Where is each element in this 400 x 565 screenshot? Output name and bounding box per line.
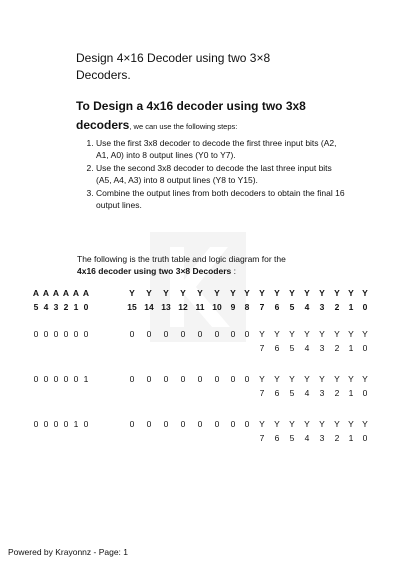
table-cell: Y [334,419,340,429]
page-footer: Powered by Krayonnz - Page: 1 [8,547,129,557]
table-cell: Y [259,419,265,429]
table-cell: 3 [53,302,59,312]
table-cell: 2 [334,388,340,398]
table-cell: 0 [230,419,236,429]
table-cell: 7 [259,388,265,398]
table-cell: 1 [348,302,354,312]
table-cell: 2 [334,343,340,353]
table-cell: 2 [334,433,340,443]
table-cell: 4 [304,302,310,312]
table-header-row [34,288,374,300]
table-cell: 6 [274,343,280,353]
section-heading-rest: , we can use the following steps: [129,122,238,131]
table-row [34,374,374,386]
table-cell: Y [348,329,354,339]
table-cell: Y [289,288,295,298]
table-cell: Y [163,288,169,298]
table-cell: 6 [274,302,280,312]
table-cell: 1 [348,343,354,353]
table-cell: 0 [214,329,220,339]
table-cell: 7 [259,302,265,312]
table-cell: 0 [163,374,169,384]
table-cell: 0 [362,388,368,398]
table-cell: Y [289,329,295,339]
table-cell: 3 [319,433,325,443]
table-cell: Y [259,374,265,384]
table-cell: 12 [178,302,188,312]
table-cell: A [72,288,80,298]
table-cell: 2 [63,302,69,312]
section-heading-b: decoders [76,118,130,132]
table-cell: A [32,288,40,298]
table-cell: 0 [63,329,69,339]
table-row-subscript [34,343,374,355]
title-line-1: Design 4×16 Decoder using two 3×8 [76,51,271,65]
table-cell: Y [319,374,325,384]
table-cell: 1 [73,419,79,429]
table-cell: Y [289,374,295,384]
table-cell: 8 [244,302,250,312]
table-cell: Y [214,288,220,298]
table-cell: Y [362,374,368,384]
table-cell: 0 [146,374,152,384]
table-cell: 5 [289,302,295,312]
table-cell: 0 [214,419,220,429]
table-cell: 0 [129,419,135,429]
table-cell: 0 [362,433,368,443]
table-cell: 0 [43,419,49,429]
table-cell: 5 [33,302,39,312]
table-cell: 0 [83,302,89,312]
table-cell: 0 [244,374,250,384]
step-item: 1. Use the first 3x8 decoder to decode the first three input bits (A2, A1, A0) into 8 output lines (Y0 to Y7). [96,137,346,161]
table-cell: A [42,288,50,298]
table-cell: A [62,288,70,298]
table-cell: 10 [212,302,222,312]
table-cell: 0 [180,329,186,339]
table-cell: Y [244,288,250,298]
table-cell: 1 [73,302,79,312]
table-cell: Y [304,419,310,429]
table-cell: 0 [180,374,186,384]
table-cell: 0 [362,343,368,353]
table-cell: 4 [304,388,310,398]
table-cell: 0 [230,374,236,384]
intro-bold: 4x16 decoder using two 3×8 Decoders [77,266,232,276]
table-cell: Y [230,288,236,298]
table-cell: 13 [161,302,171,312]
table-cell: Y [274,329,280,339]
table-cell: 0 [163,419,169,429]
table-cell: 0 [63,419,69,429]
table-cell: 0 [63,374,69,384]
table-cell: Y [362,288,368,298]
table-cell: 0 [73,374,79,384]
table-cell: 1 [348,433,354,443]
intro-paragraph [77,253,357,277]
table-cell: 0 [180,419,186,429]
table-cell: Y [274,419,280,429]
table-cell: 0 [146,419,152,429]
table-cell: Y [348,419,354,429]
table-cell: 3 [319,343,325,353]
table-cell: 0 [83,329,89,339]
table-cell: 0 [43,374,49,384]
table-cell: 0 [43,329,49,339]
table-cell: Y [348,288,354,298]
table-cell: 0 [230,329,236,339]
table-cell: 11 [195,302,205,312]
table-cell: 6 [274,388,280,398]
table-cell: 7 [259,433,265,443]
table-row-subscript [34,388,374,400]
table-cell: 0 [214,374,220,384]
table-cell: 0 [146,329,152,339]
table-cell: 0 [163,329,169,339]
table-cell: Y [180,288,186,298]
table-cell: Y [319,288,325,298]
step-item: 3. Combine the output lines from both decoders to obtain the final 16 output lines. [96,187,346,211]
table-row-subscript [34,433,374,445]
table-cell: 1 [348,388,354,398]
table-cell: Y [146,288,152,298]
table-cell: Y [197,288,203,298]
table-cell: 5 [289,433,295,443]
table-cell: 4 [304,433,310,443]
table-cell: Y [129,288,135,298]
table-cell: Y [334,288,340,298]
table-cell: 2 [334,302,340,312]
table-cell: 0 [53,374,59,384]
intro-text: The following is the truth table and logic diagram for the [77,254,286,264]
table-row [34,329,374,341]
table-cell: 4 [304,343,310,353]
table-cell: 5 [289,388,295,398]
table-cell: 0 [33,374,39,384]
table-cell: 0 [197,329,203,339]
table-cell: 0 [73,329,79,339]
table-cell: Y [259,329,265,339]
table-cell: Y [304,329,310,339]
table-cell: Y [304,288,310,298]
section-heading [76,97,376,136]
table-cell: 5 [289,343,295,353]
document-title [76,50,376,84]
table-cell: 3 [319,302,325,312]
table-cell: 3 [319,388,325,398]
table-cell: 0 [53,419,59,429]
table-cell: Y [362,329,368,339]
table-cell: Y [304,374,310,384]
section-heading-a: To Design a 4x16 decoder using two 3x8 [76,99,306,113]
table-cell: Y [274,288,280,298]
truth-table [34,288,374,445]
table-cell: 0 [129,374,135,384]
table-cell: 1 [83,374,89,384]
table-cell: Y [319,419,325,429]
table-cell: 0 [362,302,368,312]
table-cell: 0 [197,374,203,384]
table-cell: 0 [83,419,89,429]
table-cell: 0 [244,329,250,339]
table-cell: 9 [230,302,236,312]
table-cell: 6 [274,433,280,443]
table-cell: A [52,288,60,298]
table-cell: Y [259,288,265,298]
table-cell: 4 [43,302,49,312]
table-cell: Y [334,329,340,339]
steps-list [82,137,346,212]
table-cell: 14 [144,302,154,312]
table-cell: 0 [197,419,203,429]
table-cell: 0 [244,419,250,429]
table-row [34,419,374,431]
table-cell: 0 [129,329,135,339]
table-cell: 0 [33,329,39,339]
table-cell: 15 [127,302,137,312]
table-cell: Y [319,329,325,339]
table-cell: Y [274,374,280,384]
table-cell: 0 [53,329,59,339]
intro-tail: : [231,266,236,276]
title-line-2: Decoders. [76,68,131,82]
table-cell: 0 [33,419,39,429]
table-header-subrow [34,302,374,314]
table-cell: Y [348,374,354,384]
table-cell: Y [362,419,368,429]
table-cell: Y [289,419,295,429]
table-cell: 7 [259,343,265,353]
table-cell: A [82,288,90,298]
step-item: 2. Use the second 3x8 decoder to decode the last three input bits (A5, A4, A3) into 8 output lines (Y8 to Y15). [96,162,346,186]
table-cell: Y [334,374,340,384]
